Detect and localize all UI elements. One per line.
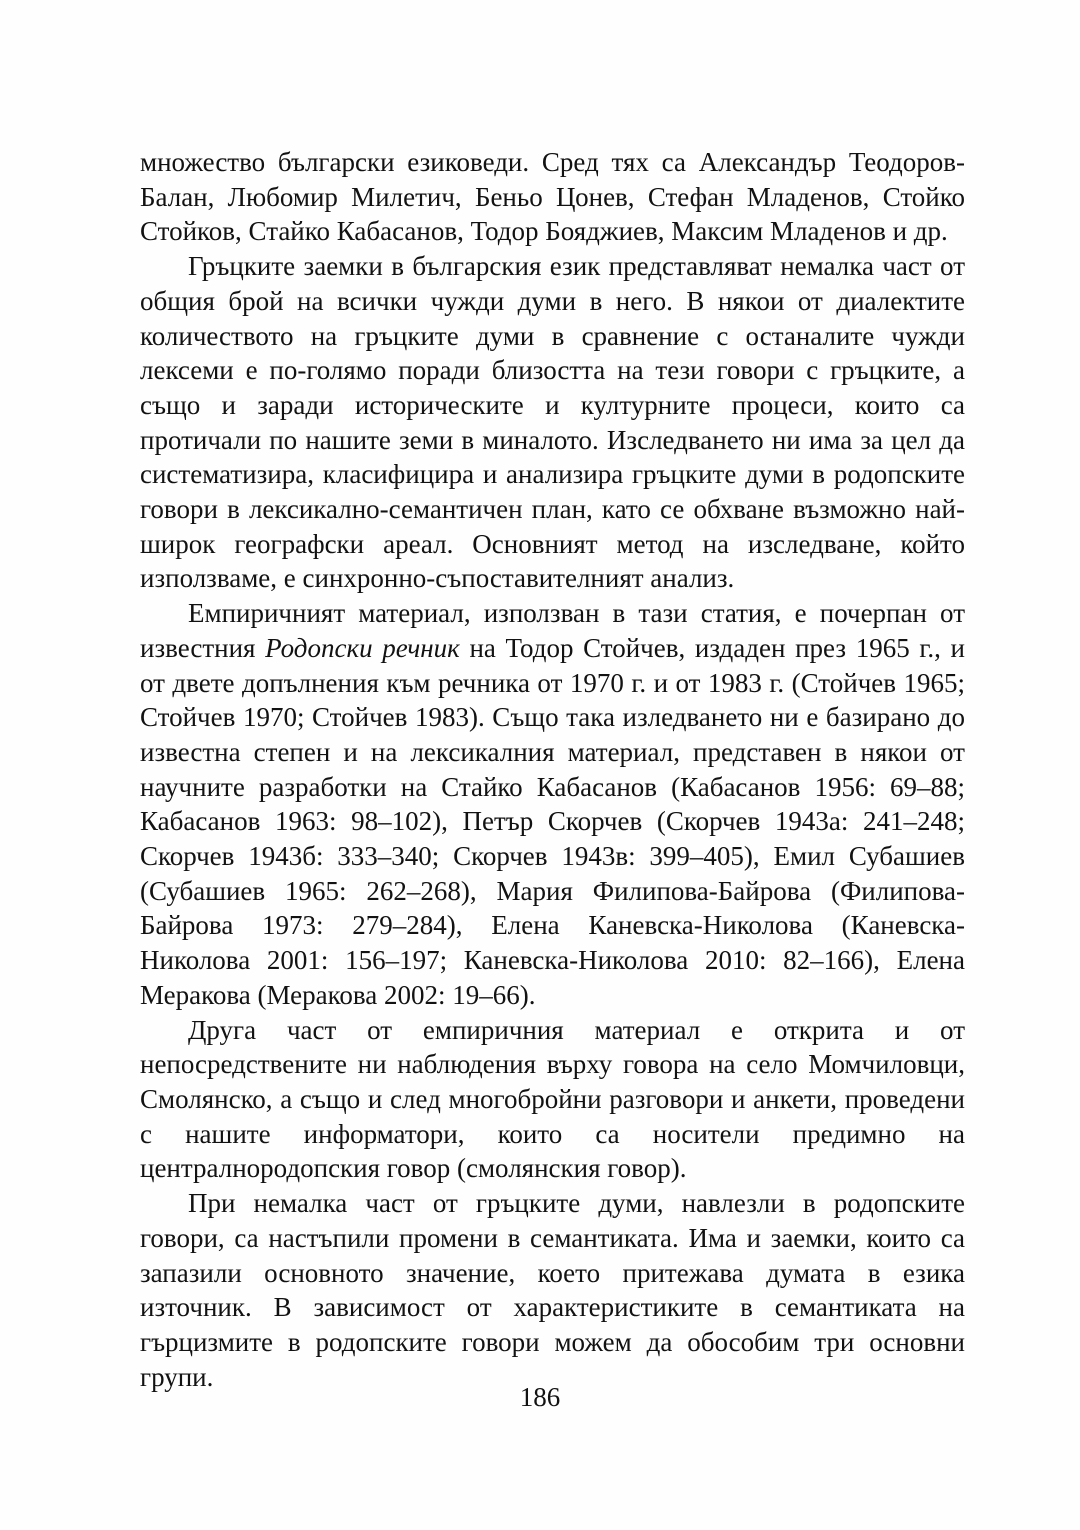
- page-number: 186: [519, 1382, 561, 1412]
- paragraph-empirical-material: [140, 596, 965, 1012]
- paragraph-text-segment: на Тодор Стойчев, издаден през 1965 г., и от двете допълнения към речника от 1970 г. и от 1983 г. (Стойчев 1965; Стойчев 1970; Стойчев 1983). Също така изледването ни е базирано до известна степен и на лексикалния материал, представен в някои от научните разработки на Стайко Кабасанов (Кабасанов 1956: 69–88; Кабасанов 1963: 98–102), Петър Скорчев (Скорчев 1943а: 241–248; Скорчев 1943б: 333–340; Скорчев 1943в: 399–405), Емил Субашиев (Субашиев 1965: 262–268), Мария Филипова-Байрова (Филипова-Байрова 1973: 279–284), Елена Каневска-Николова (Каневска-Николова 2001: 156–197; Каневска-Николова 2010: 82–166), Елена Меракова (Меракова 2002: 19–66).: [140, 632, 966, 1010]
- paragraph-text-segment: Емпиричният материал, използван в тази статия, е почерпан от известния: [140, 598, 965, 663]
- paragraph-field-observations: Друга част от емпиричния материал е открита и от непосредствените ни наблюдения върху говора на село Момчиловци, Смолянско, а също и след многобройни разговори и анкети, проведени с нашите информатори, които са носители предимно на централнородопския говор (смолянския говор).: [140, 1014, 965, 1184]
- paragraph-semantic-groups: При немалка част от гръцките думи, навлезли в родопските говори, са настъпили промени в семантиката. Има и заемки, които са запазили основното значение, което притежава думата в езика източник. В зависимост от характеристиките в семантиката на гърцизмите в родопските говори можем да обособим три основни групи.: [140, 1188, 965, 1392]
- paragraph-continuation-linguists: множество български езиковеди. Сред тях са Александър Теодоров-Балан, Любомир Милетич, Беньо Цонев, Стефан Младенов, Стойко Стойков, Стайко Кабасанов, Тодор Бояджиев, Максим Младенов и др.: [140, 147, 965, 247]
- text-column: [140, 145, 965, 1394]
- paragraph-greek-loanwords-intro: Гръцките заемки в българския език представляват немалка част от общия брой на всички чужди думи в него. В някои от диалектите количеството на гръцките думи в сравнение с останалите чужди лексеми е по-голямо поради близостта на тези говори с гръцките, а също и заради историческите и културните процеси, които са протичали по нашите земи в миналото. Изследването ни има за цел да систематизира, класифицира и анализира гръцките думи в родопските говори в лексикално-семантичен план, като се обхване възможно най-широк географски ареал. Основният метод на изследване, който използваме, е синхронно-съпоставителният анализ.: [140, 251, 965, 594]
- book-title-rodopski-rechnik: Родопски речник: [265, 632, 460, 663]
